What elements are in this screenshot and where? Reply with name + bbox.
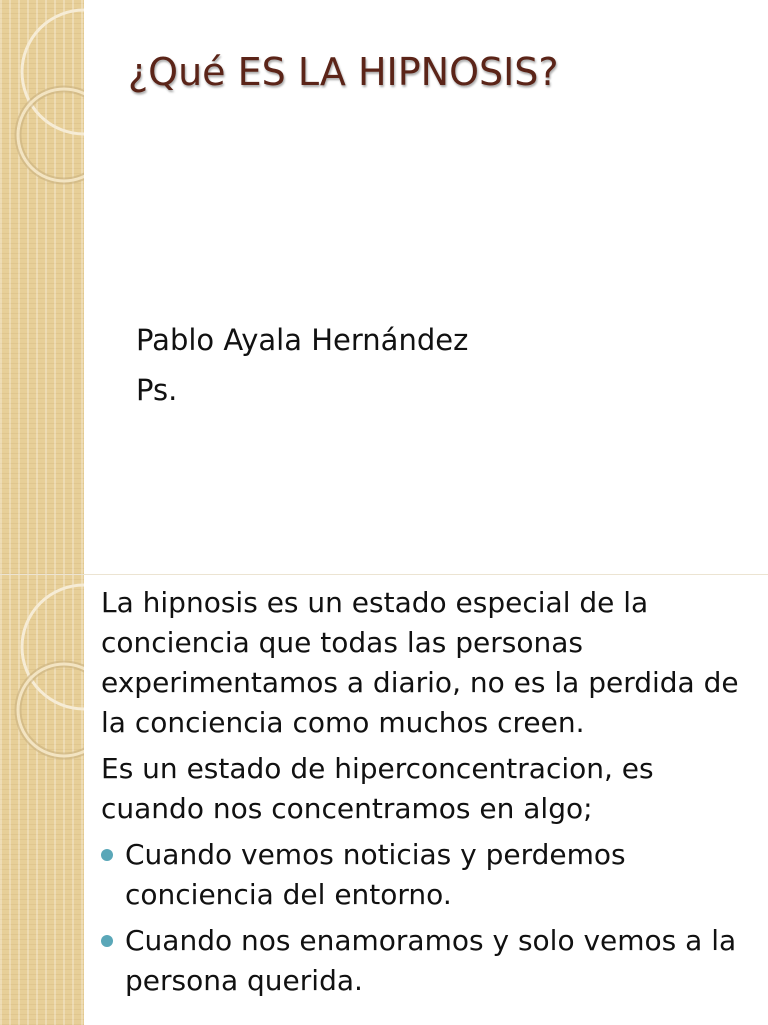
- decorative-ring: [22, 10, 84, 134]
- slide-body: [101, 583, 761, 1007]
- list-item-text: Cuando nos enamoramos y solo vemos a la persona querida.: [125, 924, 737, 997]
- paragraph: La hipnosis es un estado especial de la conciencia que todas las personas experimentamos a diario, no es la perdida de la conciencia como muchos creen.: [101, 586, 739, 739]
- list-item: [101, 835, 761, 915]
- author-block: [136, 315, 468, 415]
- slide-2: [0, 574, 768, 1025]
- paragraph: Es un estado de hiperconcentracion, es cuando nos concentramos en algo;: [101, 752, 654, 825]
- decorative-ring: [18, 89, 84, 181]
- list-item-text: Cuando vemos noticias y perdemos conciencia del entorno.: [125, 838, 626, 911]
- bullet-dot-icon: [101, 935, 113, 947]
- list-item: [101, 921, 761, 1001]
- bullet-list: [101, 835, 761, 1001]
- decorative-ring: [18, 664, 84, 756]
- author-name: Pablo Ayala Hernández: [136, 323, 469, 357]
- slide-title: ¿Qué ES LA HIPNOSIS?: [128, 50, 559, 94]
- bullet-dot-icon: [101, 849, 113, 861]
- decorative-rings: [0, 0, 84, 574]
- decorative-rings: [0, 575, 84, 1025]
- author-title: Ps.: [136, 373, 178, 407]
- decorative-side-band: [0, 575, 84, 1025]
- decorative-side-band: [0, 0, 84, 574]
- decorative-ring: [22, 585, 84, 709]
